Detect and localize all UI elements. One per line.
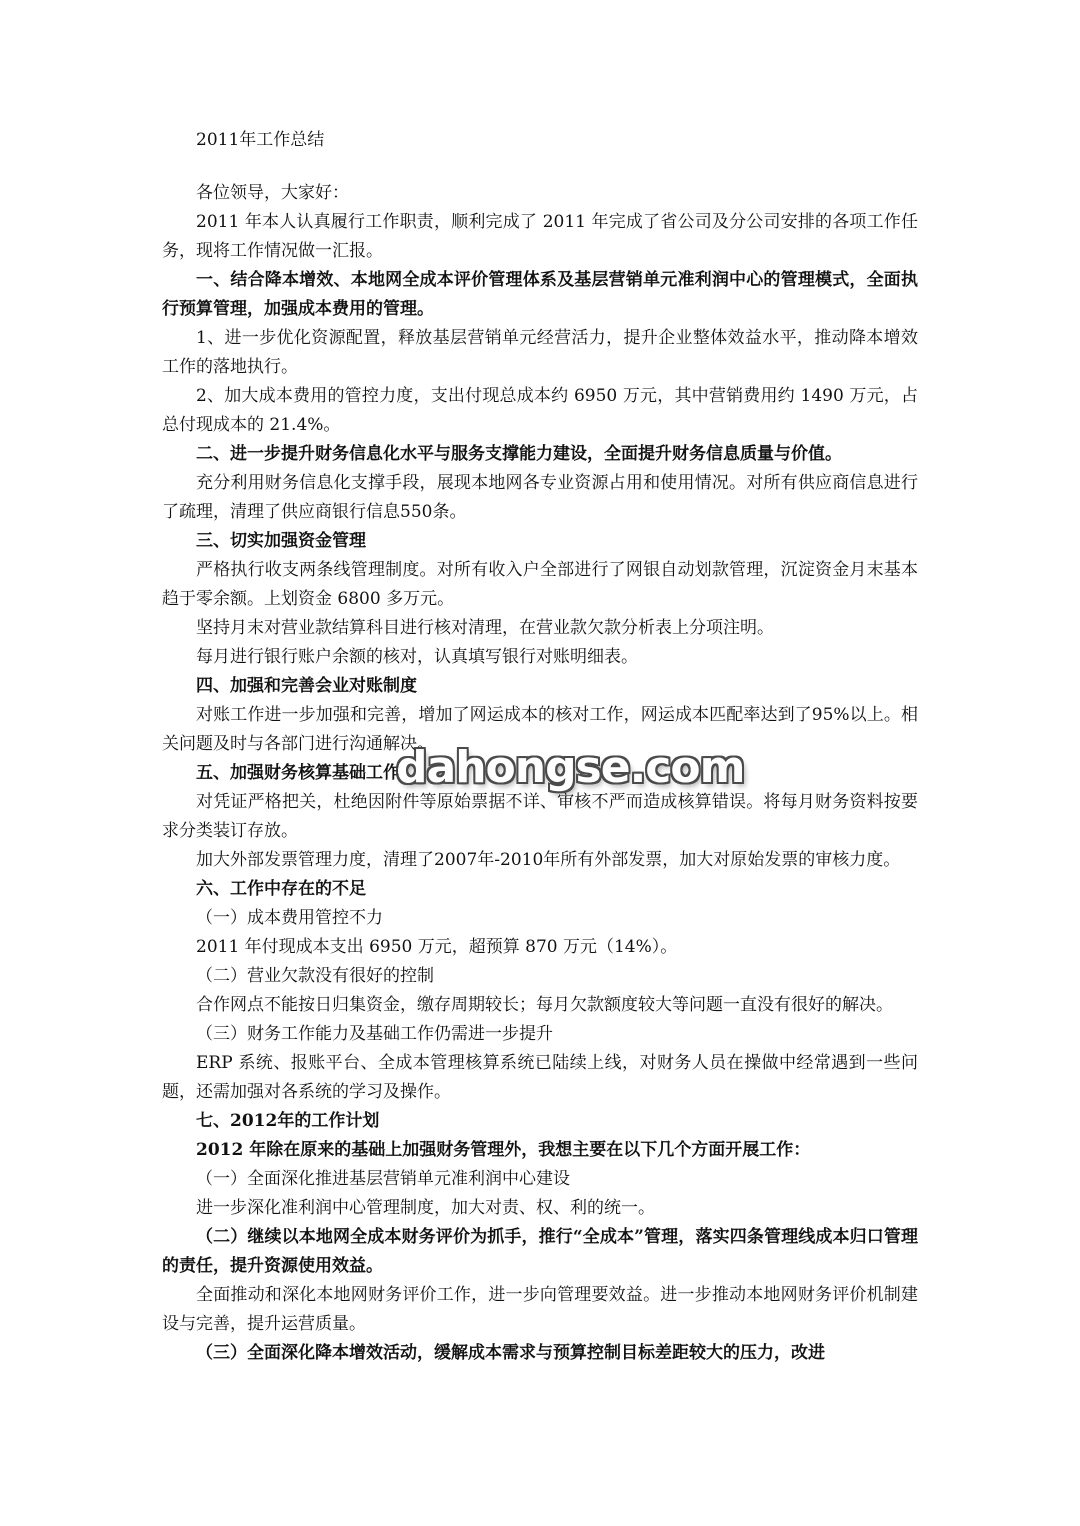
paragraph: 对账工作进一步加强和完善，增加了网运成本的核对工作，网运成本匹配率达到了95%以上。相关问题及时与各部门进行沟通解决。 <box>162 705 918 754</box>
paragraph: 1、进一步优化资源配置，释放基层营销单元经营活力，提升企业整体效益水平，推动降本增效工作的落地执行。 <box>162 328 918 377</box>
paragraph: 进一步深化准利润中心管理制度，加大对责、权、利的统一。 <box>196 1198 655 1218</box>
paragraph: （一）成本费用管控不力 <box>196 908 383 928</box>
paragraph: 每月进行银行账户余额的核对，认真填写银行对账明细表。 <box>196 647 638 667</box>
section-heading: 2012 年除在原来的基础上加强财务管理外，我想主要在以下几个方面开展工作： <box>196 1140 811 1160</box>
watermark: dahongse.com <box>396 742 745 793</box>
paragraph: 坚持月末对营业款结算科目进行核对清理，在营业款欠款分析表上分项注明。 <box>196 618 774 638</box>
section-heading: 五、加强财务核算基础工作 <box>196 763 400 783</box>
paragraph: 对凭证严格把关，杜绝因附件等原始票据不详、审核不严而造成核算错误。将每月财务资料按要求分类装订存放。 <box>162 792 918 841</box>
paragraph: （一）全面深化推进基层营销单元准利润中心建设 <box>196 1169 570 1189</box>
paragraph: 全面推动和深化本地网财务评价工作，进一步向管理要效益。进一步推动本地网财务评价机制建设与完善，提升运营质量。 <box>162 1285 918 1334</box>
paragraph: 2、加大成本费用的管控力度，支出付现总成本约 6950 万元，其中营销费用约 1490 万元，占总付现成本的 21.4%。 <box>162 386 918 435</box>
section-heading: 六、工作中存在的不足 <box>196 879 366 899</box>
paragraph: （三）财务工作能力及基础工作仍需进一步提升 <box>196 1024 553 1044</box>
paragraph: （二）营业欠款没有很好的控制 <box>196 966 434 986</box>
paragraph: 2011 年本人认真履行工作职责，顺利完成了 2011 年完成了省公司及分公司安排的各项工作任务，现将工作情况做一汇报。 <box>162 212 918 261</box>
section-heading: 一、结合降本增效、本地网全成本评价管理体系及基层营销单元准利润中心的管理模式，全面执行预算管理，加强成本费用的管理。 <box>162 270 918 319</box>
section-heading: 二、进一步提升财务信息化水平与服务支撑能力建设，全面提升财务信息质量与价值。 <box>196 444 842 464</box>
paragraph: ERP 系统、报账平台、全成本管理核算系统已陆续上线，对财务人员在操做中经常遇到一些问题，还需加强对各系统的学习及操作。 <box>162 1053 918 1102</box>
section-heading: 三、切实加强资金管理 <box>196 531 366 551</box>
section-heading: 四、加强和完善会业对账制度 <box>196 676 417 696</box>
paragraph: 加大外部发票管理力度，清理了2007年-2010年所有外部发票，加大对原始发票的审核力度。 <box>196 850 901 870</box>
paragraph: 合作网点不能按日归集资金，缴存周期较长；每月欠款额度较大等问题一直没有很好的解决。 <box>196 995 893 1015</box>
document-title: 2011年工作总结 <box>196 130 325 150</box>
section-heading: 七、2012年的工作计划 <box>196 1111 380 1131</box>
section-heading: （二）继续以本地网全成本财务评价为抓手，推行“全成本”管理，落实四条管理线成本归口管理的责任，提升资源使用效益。 <box>162 1227 918 1276</box>
paragraph: 2011 年付现成本支出 6950 万元，超预算 870 万元（14%）。 <box>196 937 678 957</box>
paragraph: 严格执行收支两条线管理制度。对所有收入户全部进行了网银自动划款管理，沉淀资金月末基本趋于零余额。上划资金 6800 多万元。 <box>162 560 918 609</box>
section-heading: （三）全面深化降本增效活动，缓解成本需求与预算控制目标差距较大的压力，改进 <box>196 1343 825 1363</box>
paragraph: 充分利用财务信息化支撑手段，展现本地网各专业资源占用和使用情况。对所有供应商信息进行了疏理，清理了供应商银行信息550条。 <box>162 473 918 522</box>
greeting: 各位领导，大家好： <box>196 183 349 203</box>
